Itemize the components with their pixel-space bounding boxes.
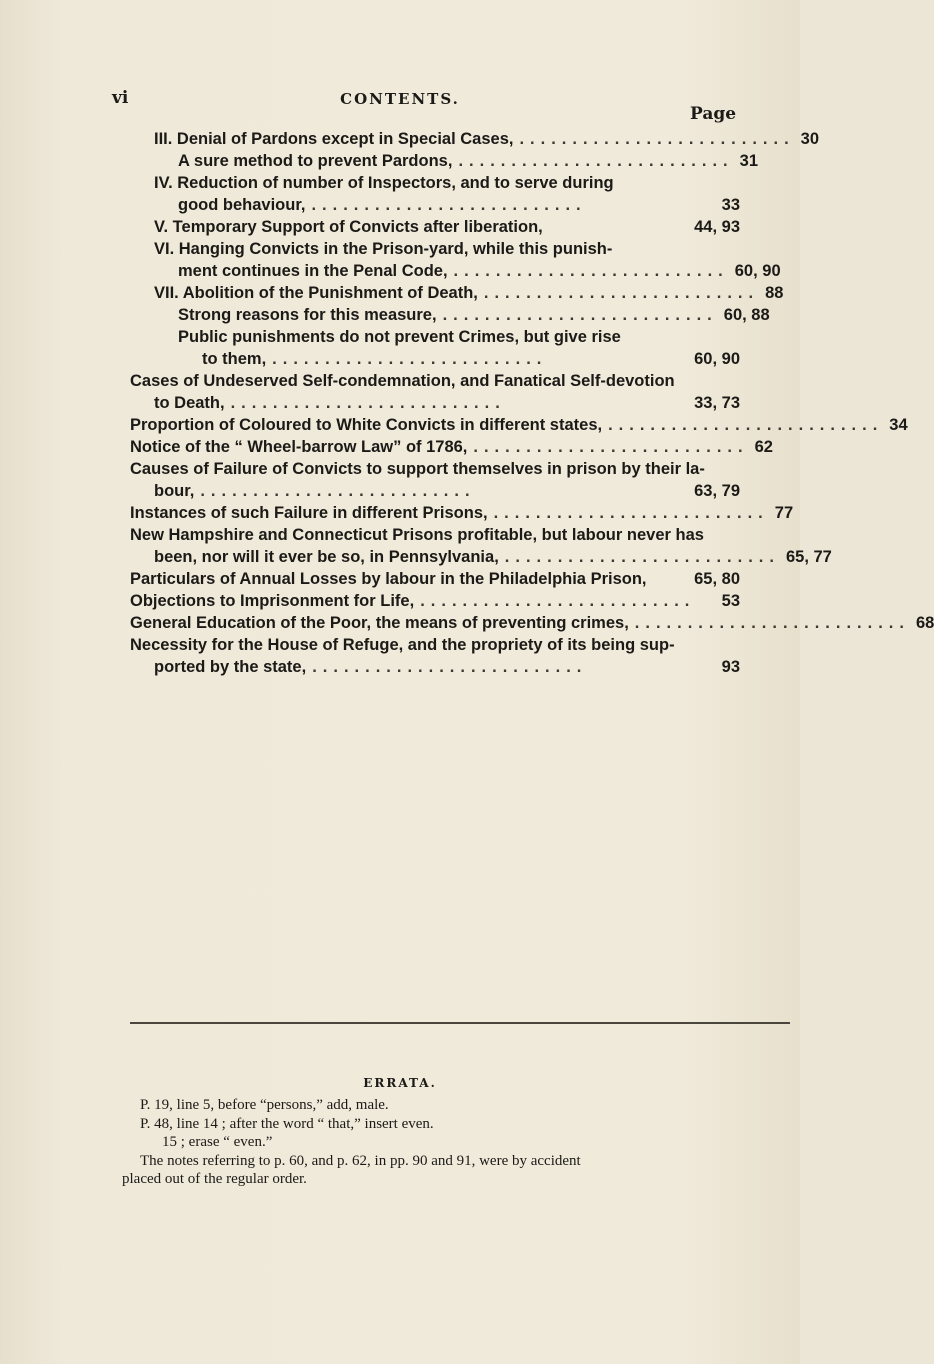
toc-entry: VII. Abolition of the Punishment of Death, .......................... 88: [154, 284, 784, 302]
toc-entry: General Education of the Poor, the means of preventing crimes, .......................... 68: [130, 614, 934, 632]
toc-entry: IV. Reduction of number of Inspectors, and to serve during good behaviour, .......................... 33: [154, 174, 740, 214]
toc-entry: Cases of Undeserved Self-condemnation, and Fanatical Self-devotion to Death, .......................... 33, 73: [130, 372, 740, 412]
toc-entry: Notice of the “ Wheel-barrow Law” of 1786, .......................... 62: [130, 438, 773, 456]
toc-entry: Instances of such Failure in different Prisons, .......................... 77: [130, 504, 794, 522]
toc-entry: Proportion of Coloured to White Convicts in different states, .......................... 34: [130, 416, 908, 434]
running-title: CONTENTS.: [340, 90, 460, 108]
errata-list: [122, 1096, 792, 1189]
toc-entry: VI. Hanging Convicts in the Prison-yard, while this punish- ment continues in the Penal Code, .......................... 60, 90: [154, 240, 781, 280]
toc-entry: Objections to Imprisonment for Life, .......................... 53: [130, 592, 740, 610]
contents-list: [130, 128, 934, 678]
toc-entry: Necessity for the House of Refuge, and the propriety of its being sup- ported by the state, .......................... 93: [130, 636, 740, 676]
toc-entry: Causes of Failure of Convicts to support themselves in prison by their la- bour, .......................... 63, 79: [130, 460, 740, 500]
toc-entry: Public punishments do not prevent Crimes, but give rise to them, .......................... 60, 90: [178, 328, 740, 368]
toc-entry: III. Denial of Pardons except in Special Cases, .......................... 30: [154, 130, 820, 148]
errata-line: 15 ; erase “ even.”: [162, 1134, 273, 1150]
errata-line: P. 19, line 5, before “persons,” add, male.: [140, 1097, 389, 1113]
toc-entry: A sure method to prevent Pardons, .......................... 31: [178, 152, 758, 170]
toc-entry: Particulars of Annual Losses by labour in the Philadelphia Prison, 65, 80: [130, 570, 740, 588]
errata-line: The notes referring to p. 60, and p. 62, in pp. 90 and 91, were by accident: [140, 1152, 581, 1169]
toc-entry: New Hampshire and Connecticut Prisons profitable, but labour never has been, nor will it ever be so, in Pennsylvania, .......................... 65, 77: [130, 526, 832, 566]
errata-line: placed out of the regular order.: [122, 1171, 307, 1187]
page-number: vi: [112, 88, 129, 108]
errata-heading: ERRATA.: [363, 1076, 437, 1090]
errata-line: P. 48, line 14 ; after the word “ that,” insert even.: [140, 1115, 434, 1132]
toc-entry: V. Temporary Support of Convicts after liberation, 44, 93: [154, 218, 740, 236]
page-column-label: Page: [690, 104, 737, 124]
section-divider: [130, 1022, 790, 1024]
toc-entry: Strong reasons for this measure, .......................... 60, 88: [178, 306, 770, 324]
